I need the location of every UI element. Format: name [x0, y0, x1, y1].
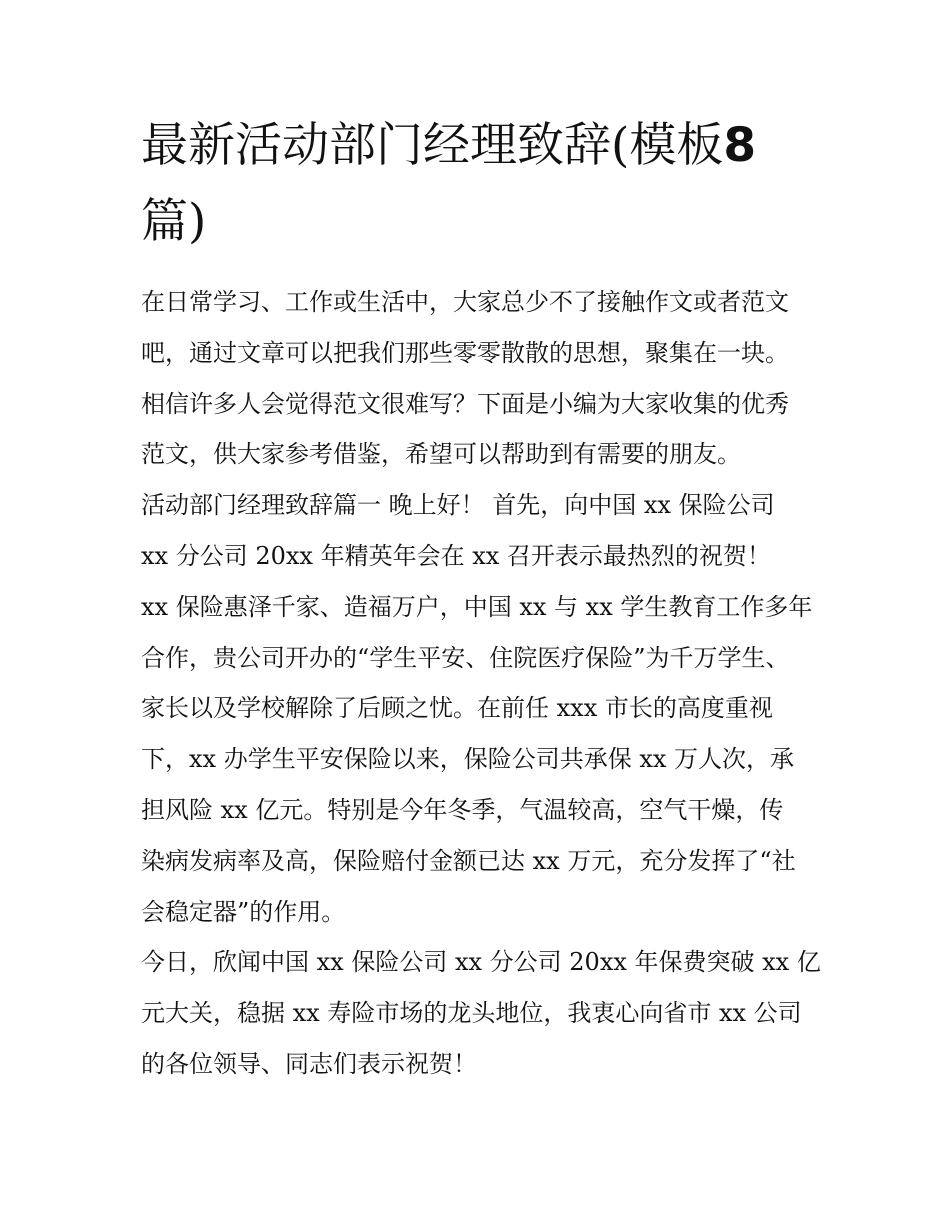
text-line: 下，xx 办学生平安保险以来，保险公司共承保 xx 万人次，承 — [141, 745, 795, 774]
text-line: 吧，通过文章可以把我们那些零零散散的思想，聚集在一块。 — [141, 338, 789, 367]
text-line: 在日常学习、工作或生活中，大家总少不了接触作文或者范文 — [141, 288, 789, 316]
text-line: 家长以及学校解除了后顾之忧。在前任 xxx 市长的高度重视 — [141, 694, 773, 723]
paragraph-congratulation — [141, 937, 821, 1089]
text-line: 合作，贵公司开办的“学生平安、住院医疗保险”为千万学生、 — [141, 643, 790, 672]
document-body — [141, 277, 821, 1090]
title-text: 最新活动部门经理致辞(模板 — [141, 118, 724, 173]
paragraph-intro — [141, 277, 821, 480]
text-line: 担风险 xx 亿元。特别是今年冬季，气温较高，空气干燥，传 — [141, 795, 784, 824]
text-line: xx 保险惠泽千家、造福万户，中国 xx 与 xx 学生教育工作多年 — [141, 592, 813, 621]
text-line: 今日，欣闻中国 xx 保险公司 xx 分公司 20xx 年保费突破 xx 亿 — [141, 948, 821, 977]
text-line: 会稳定器”的作用。 — [141, 897, 346, 926]
text-line: 相信许多人会觉得范文很难写？下面是小编为大家收集的优秀 — [141, 389, 789, 418]
title-number: 8 — [723, 118, 757, 173]
document-title — [141, 108, 821, 260]
text-line: 的各位领导、同志们表示祝贺！ — [141, 1049, 477, 1078]
paragraph-greeting — [141, 480, 821, 582]
text-line: 活动部门经理致辞篇一 晚上好！ 首先，向中国 xx 保险公司 — [141, 491, 775, 520]
paragraph-insurance — [141, 582, 821, 938]
text-line: 元大关，稳据 xx 寿险市场的龙头地位，我衷心向省市 xx 公司 — [141, 999, 802, 1028]
title-text-end: 篇) — [141, 194, 207, 249]
text-line: 范文，供大家参考借鉴，希望可以帮助到有需要的朋友。 — [141, 440, 741, 469]
text-line: 染病发病率及高，保险赔付金额已达 xx 万元，充分发挥了“社 — [141, 846, 796, 875]
text-line: xx 分公司 20xx 年精英年会在 xx 召开表示最热烈的祝贺！ — [141, 541, 771, 570]
